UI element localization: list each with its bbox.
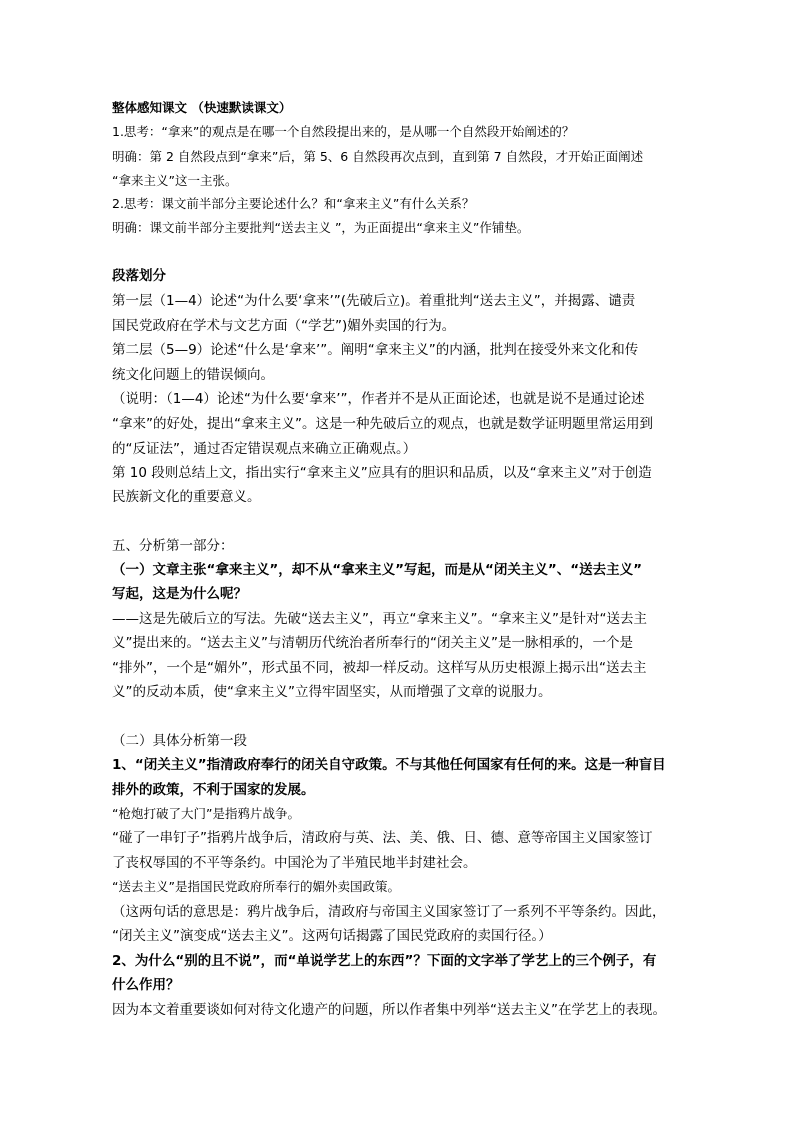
overview-heading: 整体感知课文 （快速默读课文） (112, 100, 292, 115)
detail-point-4: “送去主义”是指国民党政府所奉行的媚外卖国政策。 (112, 879, 400, 894)
analysis-heading: 五、分析第一部分： (112, 538, 234, 554)
analysis-question-1-line-1: （一）文章主张“拿来主义”，却不从“拿来主义”写起，而是从“闭关主义”、“送去主义” (112, 562, 642, 578)
detail-point-3-line-1: “碰了一串钉子”指鸦片战争后，清政府与英、法、美、俄、日、德、意等帝国主义国家签订 (112, 830, 653, 846)
analysis-question-1-line-2: 写起，这是为什么呢？ (112, 586, 247, 602)
analysis-answer-1-line-3: “排外”，一个是“媚外”，形式虽不同，被却一样反动。这样写从历史根源上揭示出“送去主 (112, 660, 647, 676)
paragraphs-p10-line-2: 民族新文化的重要意义。 (112, 489, 261, 505)
paragraphs-heading: 段落划分 (112, 268, 166, 284)
detail-question-2-line-2: 什么作用？ (112, 977, 180, 993)
detail-point-5-line-1: （这两句话的意思是：鸦片战争后，清政府与帝国主义国家签订了一系列不平等条约。因此， (112, 904, 666, 920)
detail-point-3-line-2: 了丧权辱国的不平等条约。中国沦为了半殖民地半封建社会。 (112, 855, 477, 871)
detail-answer-2: 因为本文着重要谈如何对待文化遗产的问题，所以作者集中列举“送去主义”在学艺上的表现。 (112, 1002, 666, 1018)
paragraphs-note-line-2: “拿来”的好处，提出“拿来主义”。这是一种先破后立的观点，也就是数学证明题里常运用到 (112, 416, 653, 432)
overview-answer-1-line-2: “拿来主义”这一主张。 (112, 173, 238, 188)
paragraphs-note-line-1: （说明：（1—4）论述“为什么要‘拿来’”，作者并不是从正面论述，也就是说不是通过论述 (112, 391, 645, 407)
overview-question-2: 2.思考：课文前半部分主要论述什么？和“拿来主义”有什么关系？ (112, 196, 475, 211)
analysis-answer-1-line-1: ——这是先破后立的写法。先破“送去主义”，再立“拿来主义”。“拿来主义”是针对“送去主 (112, 611, 647, 627)
paragraphs-layer-1-line-1: 第一层（1—4）论述“为什么要‘拿来’”(先破后立)。着重批判“送去主义”，并揭露、谴责 (112, 293, 636, 309)
detail-point-1-line-2: 排外的政策，不利于国家的发展。 (112, 782, 315, 798)
paragraphs-layer-1-line-2: 国民党政府在学术与文艺方面（“学艺”)媚外卖国的行为。 (112, 318, 456, 334)
detail-heading: （二）具体分析第一段 (112, 733, 247, 749)
overview-question-1: 1.思考：“拿来”的观点是在哪一个自然段提出来的，是从哪一个自然段开始阐述的？ (112, 124, 575, 139)
paragraphs-layer-2-line-2: 统文化问题上的错误倾向。 (112, 367, 274, 383)
detail-question-2-line-1: 2、为什么“别的且不说”，而“单说学艺上的东西”？下面的文字举了学艺上的三个例子，有 (112, 953, 657, 969)
analysis-answer-1-line-2: 义”提出来的。“送去主义”与清朝历代统治者所奉行的“闭关主义”是一脉相承的，一个是 (112, 635, 633, 651)
paragraphs-note-line-3: 的“反证法”，通过否定错误观点来确立正确观点。） (112, 441, 417, 457)
detail-point-5-line-2: “闭关主义”演变成“送去主义”。这两句话揭露了国民党政府的卖国行径。） (112, 928, 552, 944)
analysis-answer-1-line-4: 义”的反动本质，使“拿来主义”立得牢固坚实，从而增强了文章的说服力。 (112, 684, 552, 700)
overview-answer-1-line-1: 明确：第 2 自然段点到“拿来”后，第 5、6 自然段再次点到，直到第 7 自然段，才开始正面阐述 (112, 149, 644, 164)
paragraphs-p10-line-1: 第 10 段则总结上文，指出实行“拿来主义”应具有的胆识和品质，以及“拿来主义”对于创造 (112, 465, 652, 481)
overview-answer-2: 明确：课文前半部分主要批判“送去主义 ”，为正面提出“拿来主义”作铺垫。 (112, 220, 530, 235)
detail-point-2: “枪炮打破了大门”是指鸦片战争。 (112, 806, 300, 821)
detail-point-1-line-1: 1、“闭关主义”指清政府奉行的闭关自守政策。不与其他任何国家有任何的来。这是一种盲目 (112, 757, 666, 773)
paragraphs-layer-2-line-1: 第二层（5—9）论述“什么是‘拿来’”。阐明“拿来主义”的内涵，批判在接受外来文化和传 (112, 342, 639, 358)
